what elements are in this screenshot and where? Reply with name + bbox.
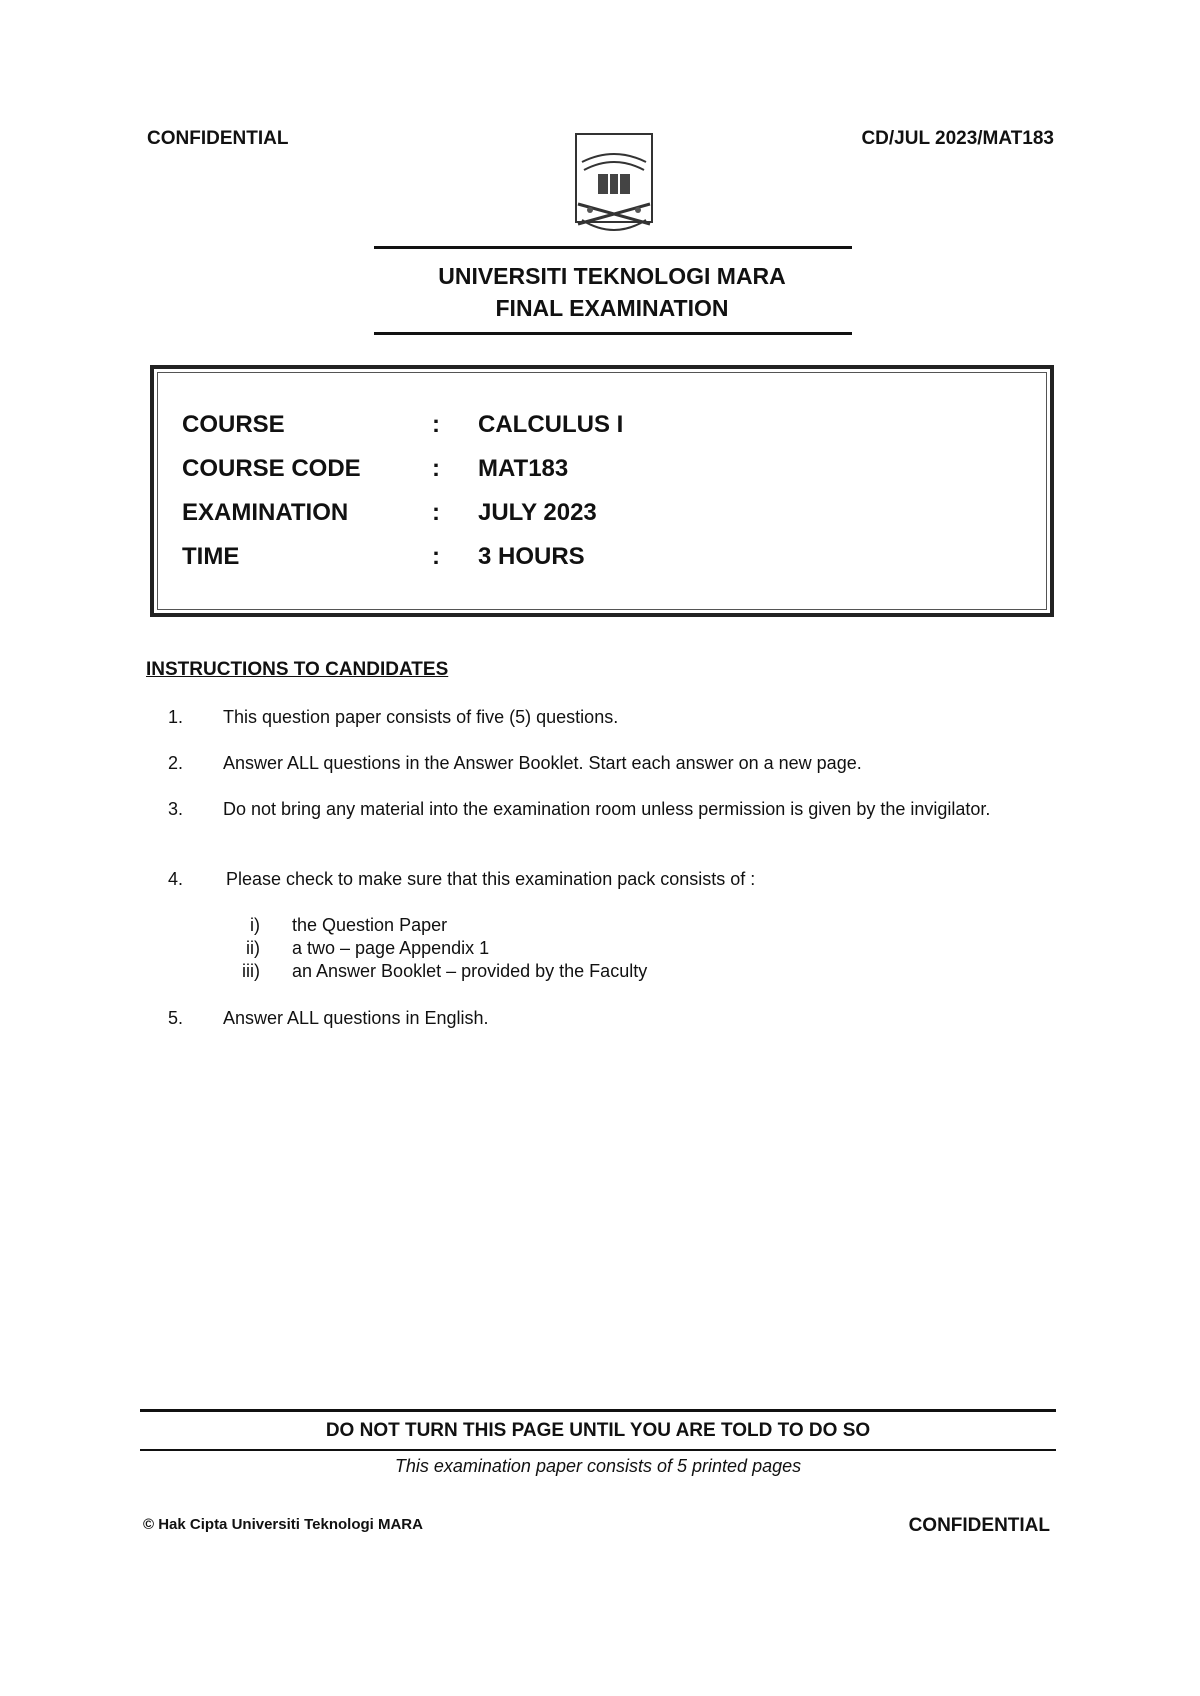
- examination-value: JULY 2023: [478, 499, 597, 526]
- instruction-number: 3.: [168, 799, 184, 819]
- pack-item-text: an Answer Booklet – provided by the Faculty: [292, 961, 648, 981]
- do-not-turn-warning: DO NOT TURN THIS PAGE UNTIL YOU ARE TOLD TO DO SO: [325, 1420, 871, 1441]
- confidential-label-top: CONFIDENTIAL: [147, 128, 289, 149]
- pack-item-number: i): [250, 915, 260, 935]
- pack-item-number: ii): [246, 938, 260, 958]
- paper-code: CD/JUL 2023/MAT183: [861, 128, 1054, 149]
- title-rule-top: [374, 246, 852, 249]
- footer-rule-bottom: [140, 1449, 1056, 1451]
- course-code-label: COURSE CODE: [182, 455, 361, 482]
- time-value: 3 HOURS: [478, 543, 585, 570]
- university-name: UNIVERSITI TEKNOLOGI MARA: [438, 263, 786, 289]
- course-value: CALCULUS I: [478, 411, 624, 438]
- course-info-box: [150, 365, 1054, 617]
- separator: :: [432, 499, 440, 526]
- separator: :: [432, 411, 440, 438]
- pack-item-text: the Question Paper: [292, 915, 448, 935]
- uitm-crest-logo-icon: [570, 132, 658, 240]
- printed-pages-note: This examination paper consists of 5 printed pages: [394, 1456, 802, 1476]
- title-rule-bottom: [374, 332, 852, 335]
- footer-rule-top: [140, 1409, 1056, 1412]
- exam-title: FINAL EXAMINATION: [495, 295, 729, 321]
- instruction-text: Please check to make sure that this examination pack consists of :: [226, 869, 756, 889]
- time-label: TIME: [182, 543, 240, 570]
- instruction-text: Answer ALL questions in the Answer Booklet. Start each answer on a new page.: [223, 753, 862, 773]
- instructions-title: INSTRUCTIONS TO CANDIDATES: [146, 659, 449, 680]
- course-code-value: MAT183: [478, 455, 569, 482]
- instruction-number: 2.: [168, 753, 184, 773]
- course-label: COURSE: [182, 411, 285, 438]
- separator: :: [432, 455, 440, 482]
- confidential-label-bottom: CONFIDENTIAL: [908, 1515, 1050, 1536]
- instruction-text: Do not bring any material into the examination room unless permission is given by the invigilator.: [223, 799, 991, 819]
- pack-item-text: a two – page Appendix 1: [292, 938, 490, 958]
- instruction-text: Answer ALL questions in English.: [223, 1008, 489, 1028]
- examination-label: EXAMINATION: [182, 499, 349, 526]
- copyright-notice: © Hak Cipta Universiti Teknologi MARA: [143, 1516, 423, 1533]
- instruction-number: 1.: [168, 707, 184, 727]
- instruction-number: 5.: [168, 1008, 184, 1028]
- instruction-text: This question paper consists of five (5) questions.: [223, 707, 619, 727]
- instruction-number: 4.: [168, 869, 184, 889]
- pack-item-number: iii): [242, 961, 260, 981]
- separator: :: [432, 543, 440, 570]
